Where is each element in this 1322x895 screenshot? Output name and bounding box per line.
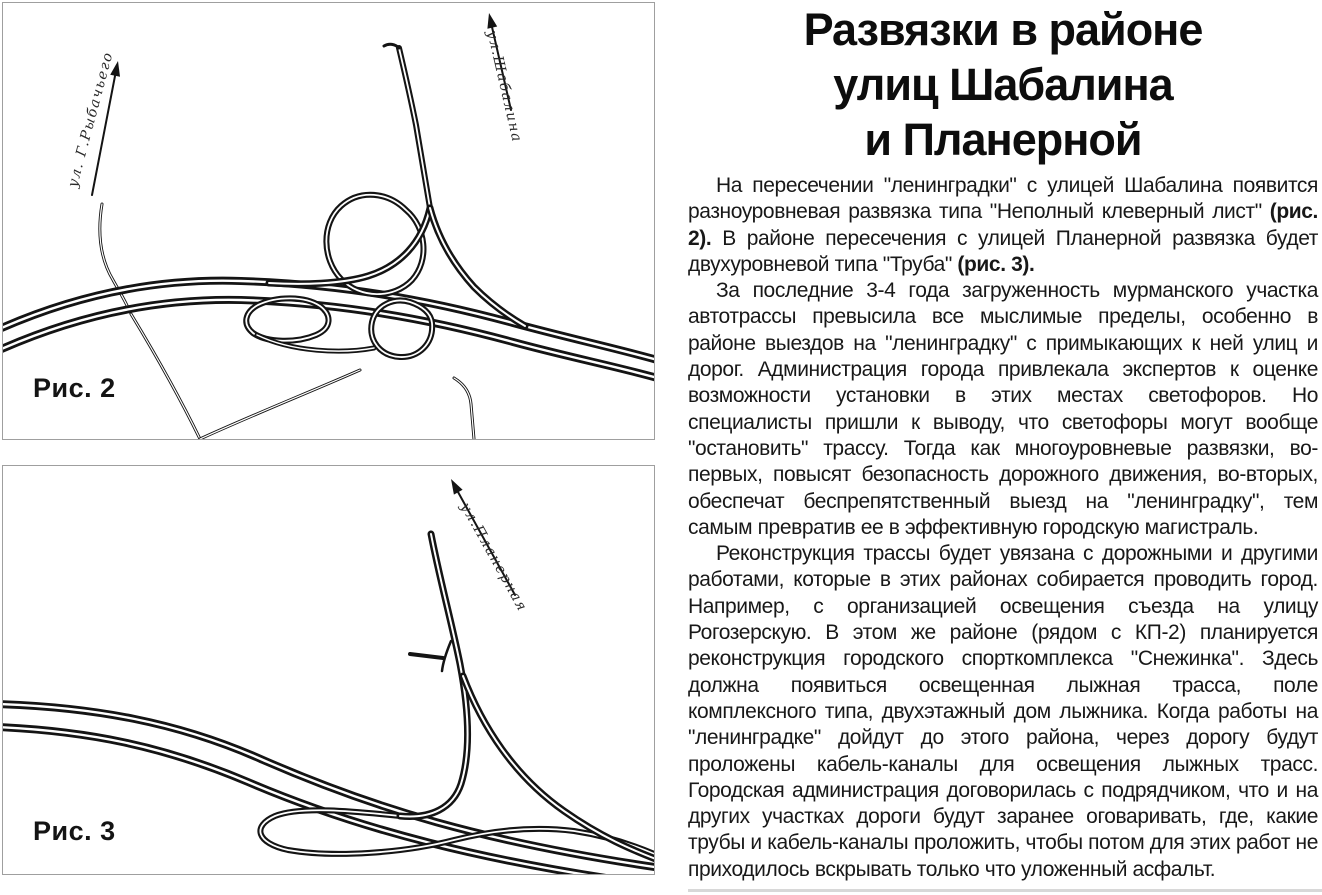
street-label-shabalina: ул.Шабалина bbox=[483, 29, 525, 145]
article-title bbox=[688, 2, 1318, 167]
title-line-2: улиц Шабалина bbox=[833, 59, 1173, 110]
street-label-rybachego: ул. Г.Рыбачьего bbox=[65, 49, 117, 190]
ramp-loops bbox=[246, 195, 432, 357]
shabalina-street bbox=[269, 44, 525, 326]
paragraph: За последние 3-4 года загруженность мурманского участка автотрассы превысила все мыслимые пределы, особенно в районе выездов на "ленинградку" с примыкающих к ней улиц и дорог. Администрация города привлекала экспертов к оценке возможности установки в этих местах светофоров. Но специалисты пришли к выводу, что светофоры могут вообще "остановить" трассу. Тогда как многоуровневые развязки, во-первых, повысят безопасность дорожного движения, во-вторых, обеспечат беспрепятственный выезд на "ленинградку", тем самым превратив ее в эффективную городскую магистраль. bbox=[688, 279, 1318, 539]
article-column bbox=[688, 0, 1318, 883]
bottom-divider bbox=[688, 889, 1322, 892]
article-body bbox=[688, 173, 1318, 883]
title-line-1: Развязки в районе bbox=[803, 4, 1203, 55]
paragraph: На пересечении "ленинградки" с улицей Шабалина появится разноуровневая развязка типа "Неполный клеверный лист" (рис. 2). В районе пересечения с улицей Планерной развязка будет двухуровневой типа "Труба" (рис. 3). bbox=[688, 174, 1318, 276]
figure-caption: Рис. 3 bbox=[33, 816, 116, 846]
planernaya-street bbox=[400, 534, 654, 861]
figure-3-trumpet-interchange bbox=[2, 465, 655, 875]
figure-caption: Рис. 2 bbox=[33, 373, 116, 403]
figure-2-cloverleaf-interchange bbox=[2, 2, 655, 440]
main-highway bbox=[3, 704, 654, 874]
street-label-planernaya: ул.Планерная bbox=[457, 500, 531, 615]
title-line-3: и Планерной bbox=[864, 114, 1142, 165]
main-highway bbox=[3, 281, 654, 379]
paragraph: Реконструкция трассы будет увязана с дорожными и другими работами, которые в этих районах собирается проводить город. Например, с организацией освещения съезда на улицу Рогозерскую. В этом же районе (рядом с КП-2) планируется реконструкция городского спорткомплекса "Снежинка". Здесь должна появиться освещенная лыжная трасса, поле комплексного типа, двухэтажный дом лыжника. Когда работы на "ленинградке" дойдут до этого района, через дорогу будут проложены кабель-каналы для освещения лыжных трасс. Городская администрация договорилась с подрядчиком, что и на других участках дороги будут заранее оговаривать, где, какие трубы и кабель-каналы проложить, чтобы потом для этих работ не приходилось вскрывать только что уложенный асфальт. bbox=[688, 542, 1318, 881]
interchange-drawing-3 bbox=[3, 466, 654, 874]
